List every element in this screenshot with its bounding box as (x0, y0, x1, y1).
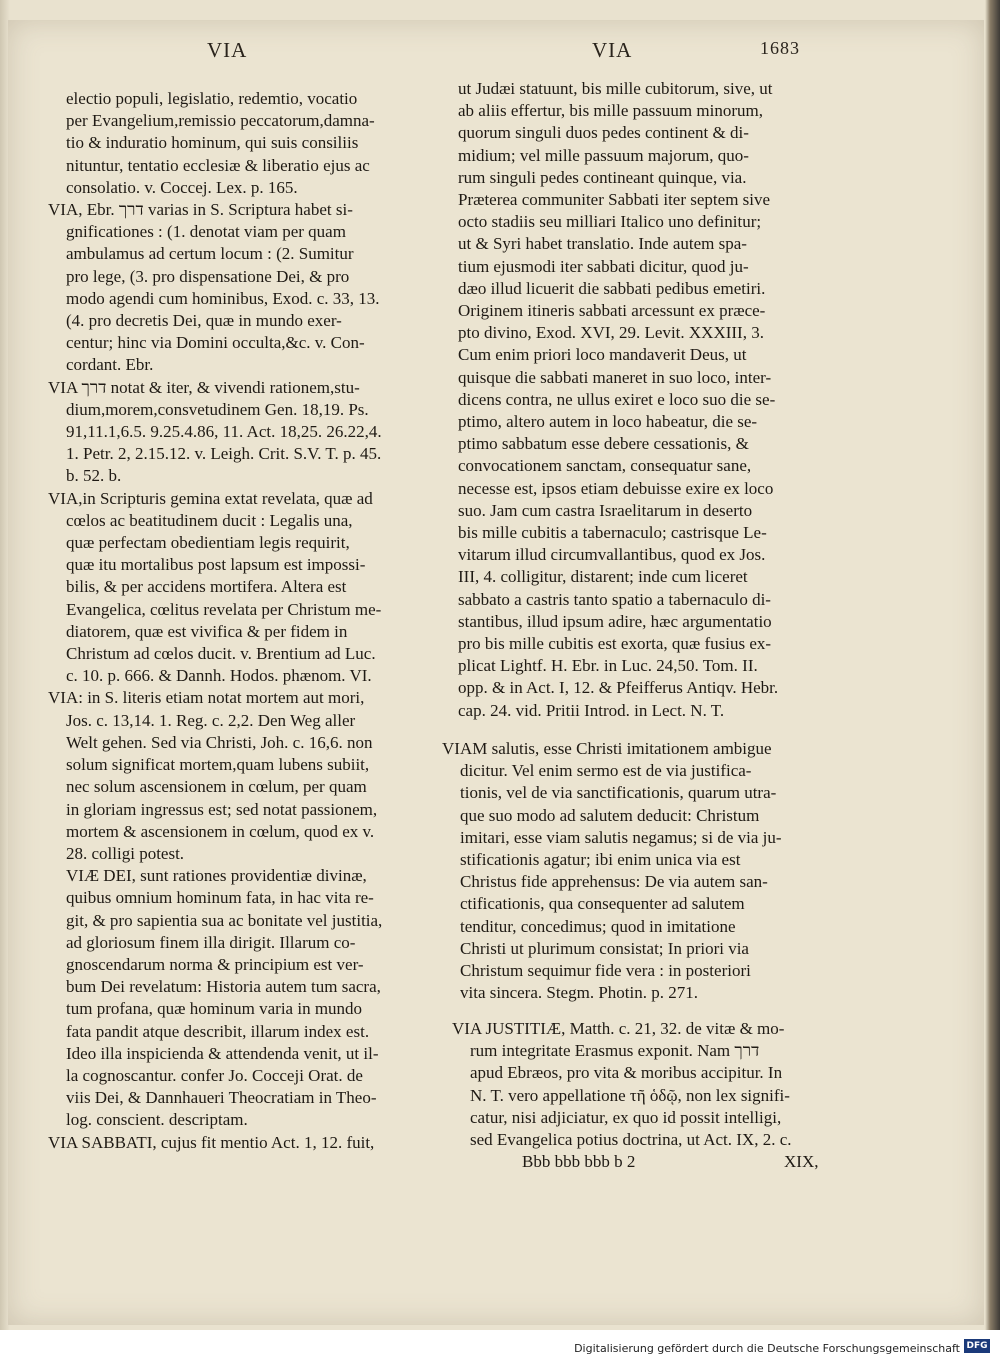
text-line: 91,11.1,6.5. 9.25.4.86, 11. Act. 18,25. 26.22,4. (66, 422, 382, 442)
text-line: ptimo, altero autem in loco habeatur, die se- (458, 412, 758, 432)
text-line: per Evangelium,remissio peccatorum,damna- (66, 111, 375, 131)
catchword: XIX, (784, 1152, 819, 1171)
text-line: sabbato a castris tanto spatio a tabernaculo di- (458, 589, 771, 609)
text-line: imitari, esse viam salutis negamus; si de via ju- (460, 827, 782, 847)
text-line: Cum enim priori loco mandaverit Deus, ut (458, 345, 747, 365)
text-line: VIÆ DEI, sunt rationes providentiæ divinæ, (66, 866, 367, 886)
text-line: N. T. vero appellatione τῆ ὁδῷ, non lex signifi- (470, 1085, 790, 1105)
text-line: suo. Jam cum castra Israelitarum in deserto (458, 500, 753, 520)
text-line: electio populi, legislatio, redemtio, vocatio (66, 89, 358, 108)
left-text-column (48, 88, 440, 1154)
text-line: ab aliis effertur, bis mille passuum minorum, (458, 101, 763, 121)
text-line: rum integritate Erasmus exponit. Nam דרך (470, 1041, 760, 1061)
text-line: convocationem sanctam, consequatur sane, (458, 456, 752, 476)
text-line: tio & induratio hominum, qui suis consiliis (66, 133, 359, 153)
text-line: pro lege, (3. pro dispensatione Dei, & pro (66, 266, 350, 286)
text-line: Originem itineris sabbati arcessunt ex præce- (458, 301, 766, 321)
text-line: necesse est, ipsos etiam debuisse exire ex loco (458, 478, 774, 498)
text-line: Præterea communiter Sabbati iter septem sive (458, 190, 771, 210)
text-line: vita sincera. Stegm. Photin. p. 271. (460, 983, 698, 1003)
text-line: tenditur, concedimus; quod in imitatione (460, 916, 736, 936)
text-line: Christum sequimur fide vera : in posteriori (460, 961, 751, 981)
text-line: tionis, vel de via sanctificationis, quarum utra- (460, 783, 777, 803)
text-line: VIA דרך notat & iter, & vivendi rationem,stu- (48, 377, 360, 397)
right-text-column-middle (442, 738, 822, 1004)
text-line: ptimo sabbatum esse debere cessationis, & (458, 434, 749, 454)
text-line: pro bis mille cubitis est exorta, quæ fusius ex- (458, 634, 772, 654)
text-line: bum Dei revelatum: Historia autem tum sacra, (66, 977, 381, 997)
text-line: b. 52. b. (66, 466, 122, 486)
text-line: rum singuli pedes contineant quinque, via. (458, 167, 747, 187)
text-line: ut & Syri habet translatio. Inde autem spa- (458, 234, 747, 254)
text-line: VIA SABBATI, cujus fit mentio Act. 1, 12. fuit, (48, 1132, 375, 1152)
text-line: vitarum illud circumvallantibus, quod ex Jos. (458, 545, 766, 565)
text-line: la cognoscantur. confer Jo. Cocceji Orat. de (66, 1065, 363, 1085)
text-line: nec solum ascensionem in cœlum, per quam (66, 777, 367, 797)
text-line: c. 10. p. 666. & Dannh. Hodos. phænom. VI. (66, 666, 372, 686)
text-line: Welt gehen. Sed via Christi, Joh. c. 16,6. non (66, 732, 373, 752)
text-line: cap. 24. vid. Pritii Introd. in Lect. N. T. (458, 700, 725, 720)
text-line: centur; hinc via Domini occulta,&c. v. Con- (66, 333, 365, 353)
text-line: mortem & ascensionem in cœlum, quod ex v. (66, 821, 375, 841)
text-line: VIAM salutis, esse Christi imitationem ambigue (442, 739, 772, 758)
text-line: octo stadiis seu milliari Italico uno definitur; (458, 212, 762, 232)
text-line: apud Ebræos, pro vita & moribus accipitur. In (470, 1063, 783, 1083)
text-line: solum significat mortem,quam lubens subiit, (66, 755, 370, 775)
text-line: que suo modo ad salutem deducit: Christum (460, 805, 760, 825)
text-line: viis Dei, & Dannhaueri Theocratiam in Theo- (66, 1088, 377, 1108)
text-line: 1. Petr. 2, 2.15.12. v. Leigh. Crit. S.V. T. p. 45. (66, 444, 382, 464)
text-line: modo agendi cum hominibus, Exod. c. 33, 13. (66, 288, 380, 308)
text-line: Evangelica, cœlitus revelata per Christum me- (66, 599, 382, 619)
text-line: VIA: in S. literis etiam notat mortem aut mori, (48, 688, 365, 708)
text-line: dicitur. Vel enim sermo est de via justifica- (460, 761, 752, 781)
text-line: cordant. Ebr. (66, 355, 154, 375)
text-line: gnoscendarum norma & principium est ver- (66, 954, 364, 974)
text-line: midium; vel mille passuum majorum, quo- (458, 145, 749, 165)
text-line: Christum ad cœlos ducit. v. Brentium ad Luc. (66, 644, 376, 664)
text-line: quibus omnium hominum fata, in hac vita re- (66, 888, 374, 908)
text-line: gnificationes : (1. denotat viam per quam (66, 222, 346, 242)
text-line: log. conscient. descriptam. (66, 1110, 248, 1130)
signature-mark: Bbb bbb bbb b 2 (522, 1152, 636, 1171)
text-line: Christi ut plurimum consistat; In priori via (460, 938, 749, 958)
text-line: ambulamus ad certum locum : (2. Sumitur (66, 244, 354, 264)
text-line: dicens contra, ne ullus exiret e loco suo die se- (458, 389, 776, 409)
text-line: in gloriam ingressus est; sed notat passionem, (66, 799, 378, 819)
text-line: git, & pro sapientia sua ac bonitate vel justitia, (66, 910, 383, 930)
text-line: ut Judæi statuunt, bis mille cubitorum, sive, ut (458, 79, 773, 98)
text-line: 28. colligi potest. (66, 843, 185, 863)
text-line: opp. & in Act. I, 12. & Pfeifferus Antiqv. Hebr. (458, 678, 779, 698)
text-line: diatorem, quæ est vivifica & per fidem in (66, 621, 348, 641)
text-line: VIA,in Scripturis gemina extat revelata, quæ ad (48, 488, 373, 508)
text-line: (4. pro decretis Dei, quæ in mundo exer- (66, 311, 342, 331)
text-line: Jos. c. 13,14. 1. Reg. c. 2,2. Den Weg aller (66, 710, 356, 730)
right-text-column-top (458, 78, 818, 722)
funding-credit: Digitalisierung gefördert durch die Deutsche Forschungsgemeinschaft (574, 1342, 960, 1355)
text-line: VIA, Ebr. דרך varias in S. Scriptura habet si- (48, 200, 353, 220)
right-text-column-bottom (452, 1018, 822, 1151)
text-line: Ideo illa inspicienda & attendenda venit, ut il- (66, 1043, 379, 1063)
text-line: quæ itu mortalibus post lapsum est impossi- (66, 555, 366, 575)
text-line: dium,morem,consvetudinem Gen. 18,19. Ps. (66, 399, 369, 419)
text-line: bilis, & per accidens mortifera. Altera est (66, 577, 347, 597)
text-line: bis mille cubitis a tabernaculo; castrisque Le- (458, 523, 767, 543)
text-line: quorum singuli duos pedes continent & di- (458, 123, 749, 143)
text-line: cœlos ac beatitudinem ducit : Legalis una, (66, 510, 353, 530)
text-line: ad gloriosum finem illa dirigit. Illarum co- (66, 932, 356, 952)
text-line: Christus fide apprehensus: De via autem san- (460, 872, 768, 892)
dfg-logo: DFG (964, 1339, 990, 1353)
text-line: VIA JUSTITIÆ, Matth. c. 21, 32. de vitæ & mo- (452, 1019, 785, 1038)
text-line: consolatio. v. Coccej. Lex. p. 165. (66, 177, 298, 197)
text-line: catur, nisi adjiciatur, ex quo id possit intelligi, (470, 1107, 782, 1127)
text-line: nituntur, tentatio ecclesiæ & liberatio ejus ac (66, 155, 370, 175)
text-line: fata pandit atque describit, illarum index est. (66, 1021, 370, 1041)
text-line: quæ perfectam obedientiam legis requirit, (66, 533, 350, 553)
text-line: sed Evangelica potius doctrina, ut Act. IX, 2. c. (470, 1130, 792, 1150)
text-line: stificationis agatur; ibi enim unica via est (460, 850, 741, 870)
text-line: pto divino, Exod. XVI, 29. Levit. XXXIII, 3. (458, 323, 764, 343)
page-number: 1683 (760, 38, 800, 58)
text-line: tum profana, quæ hominum varia in mundo (66, 999, 363, 1019)
text-line: ctificationis, qua consequenter ad salutem (460, 894, 745, 914)
running-head-left: VIA (207, 38, 248, 62)
text-line: quisque die sabbati maneret in suo loco, inter- (458, 367, 772, 387)
text-line: tium ejusmodi iter sabbati dicitur, quod ju- (458, 256, 749, 276)
running-head-center: VIA (592, 38, 633, 62)
text-line: plicat Lightf. H. Ebr. in Luc. 24,50. Tom. II. (458, 656, 758, 676)
text-line: III, 4. colligitur, distarent; inde cum liceret (458, 567, 748, 587)
text-line: dæo illud licuerit die sabbati pedibus emetiri. (458, 278, 766, 298)
text-line: stantibus, illud ipsum adire, hæc argumentatio (458, 611, 772, 631)
